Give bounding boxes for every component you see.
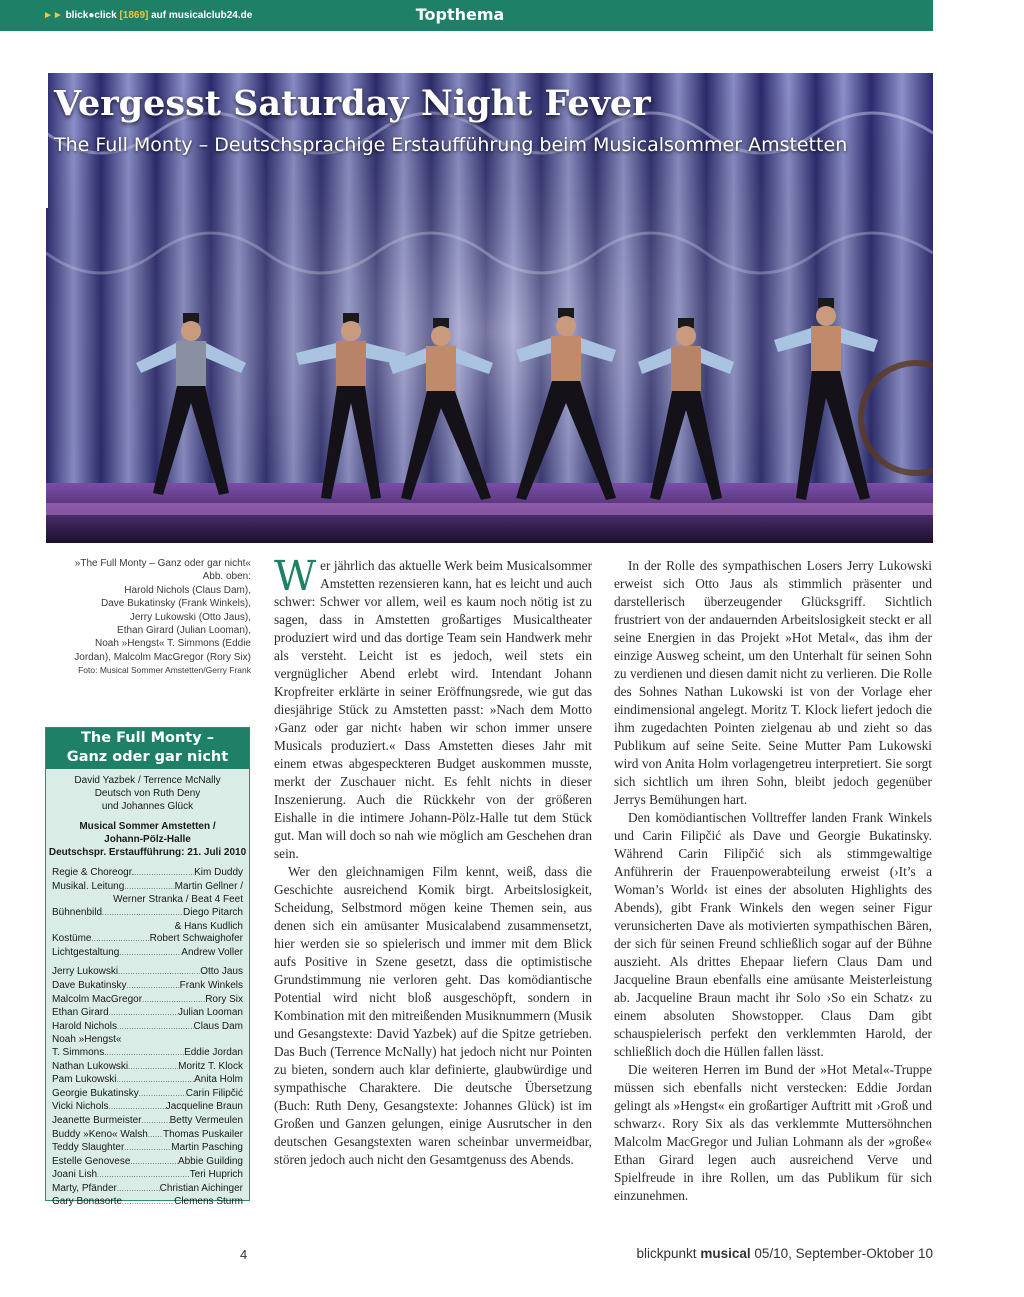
cast-name: Julian Looman [177,1007,243,1019]
article-paragraph: Wer den gleichnamigen Film kennt, weiß, dass die Geschichte ausreichend Komik birgt. Arbeitslosigkeit, Scheidung, Selbstmord mögen keine Themen sein, aus denen sich ein amüsanter Musicalabend zusammensetzt, hier werden sie so spielerisch und immer mit dem Blick aufs Positive in Szene gesetzt, dass die optimistische Grundstimmung nie verloren geht. Das komödiantische Potential wird nicht bloß ausgeschöpft, sondern in Kombination mit den mitreißenden Musiknummern (Musik und Gesangstexte: David Yazbek) auf die Spitze getrieben. Das Buch (Terrence McNally) hat jedoch nicht nur Pointen zu bieten, sondern auch klar definierte, glaubwürdige und sympathische Charaktere. Die deutsche Übersetzung (Buch: Ruth Deny, Gesangstexte: Johannes Glück) ist im Großen und Ganzen gelungen, einige Ausrutscher in den deutschen Gesangstexten waren scheinbar unvermeidbar, stören jedoch auch nicht den Gesamtgenuss des Abends. [274,864,592,1167]
cast-row [52,1115,243,1129]
cast-row [52,1074,243,1088]
article-paragraph: Die weiteren Herren im Bund der »Hot Metal«-Truppe müssen sich ebenfalls nicht verstecken: Eddie Jordan gelingt als »Hengst« ein großartiger Auftritt mit ›Groß und schwarz‹. Rory Six als das verklemmte Muttersöhnchen Malcolm MacGregor und Julian Lohmann als der »große« Ethan Girard legen auch ausreichend Verve und Spielfreude in ihre Rollen, um das Publikum für sich einzunehmen. [614,1062,932,1203]
photo-caption [46,557,251,678]
infobox-title [46,728,249,769]
cast-role: Georgie Bukatinsky [52,1087,139,1099]
cast-role: Malcolm MacGregor [52,993,143,1005]
cast-row [52,1034,243,1047]
cast-row [52,1061,243,1075]
cast-role: Gary Bonasorte [52,1196,123,1208]
crew-row [52,933,243,947]
cast-name: Teri Huprich [189,1169,243,1181]
cast-name: Betty Vermeulen [169,1114,243,1126]
cast-row [52,1129,243,1143]
venue-line: Musical Sommer Amstetten / [79,820,216,832]
footer-magazine: musical [700,1246,751,1261]
cast-row [52,1047,243,1061]
cast-name: Moritz T. Klock [178,1060,243,1072]
venue-line: Deutschspr. Erstaufführung: 21. Juli 2010 [48,847,247,859]
cast-name: Jacqueline Braun [165,1101,243,1113]
play-arrows-icon: ►► [43,10,66,21]
crew-role: Kostüme [52,933,92,945]
cast-name: Clemens Sturm [174,1196,243,1208]
caption-line: Jerry Lukowski (Otto Jaus), [129,611,251,623]
cast-role: Teddy Slaughter [52,1142,125,1154]
cast-role: Pam Lukowski [52,1074,117,1086]
crew-list [46,867,249,960]
cast-row [52,1183,243,1197]
venue-line: Johann-Pölz-Halle [104,833,191,845]
crew-name: Martin Gellner / [174,880,243,892]
cast-role: Marty, Pfänder [52,1182,117,1194]
author-line: Deutsch von Ruth Deny [94,788,201,800]
crew-name: Robert Schwaighofer [149,933,243,945]
cast-row [52,1007,243,1021]
cast-row [52,994,243,1008]
breadcrumb-prefix: blick●click [65,10,117,21]
cast-row [52,1142,243,1156]
cast-role: Dave Bukatinsky [52,979,127,991]
breadcrumb-suffix: auf musicalclub24.de [151,10,253,21]
cast-role: Buddy »Keno« Walsh [52,1128,148,1140]
caption-line: Ethan Girard (Julian Looman), [117,625,251,637]
cast-row [52,1169,243,1183]
cast-name: Claus Dam [193,1020,243,1032]
title-rule [46,73,48,208]
crew-name: Werner Stranka / Beat 4 Feet [113,894,243,906]
crew-row [52,947,243,961]
page-number: 4 [240,1247,248,1262]
article-paragraph [274,552,592,863]
caption-line: Harold Nichols (Claus Dam), [124,584,251,596]
crew-role: Regie & Choreogr. [52,867,135,879]
cast-role: Ethan Girard [52,1007,109,1019]
crew-row [52,881,243,895]
crew-name: & Hans Kudlich [174,920,243,932]
infobox-authors [46,774,249,814]
article-title: Vergesst Saturday Night Fever [54,83,651,124]
crew-role: Musikal. Leitung [52,880,125,892]
crew-row [52,867,243,881]
article-subtitle: The Full Monty – Deutschsprachige Erstaufführung beim Musicalsommer Amstetten [54,134,848,156]
cast-row [52,1101,243,1115]
crew-name: Andrew Voller [181,946,243,958]
cast-name: Rory Six [205,993,243,1005]
drop-cap: W [274,552,317,600]
infobox-title-line: The Full Monty – [81,730,214,746]
cast-row [52,966,243,980]
article-column-1 [274,552,592,1169]
cast-row [52,1196,243,1210]
cast-role: Jeanette Burmeister [52,1114,142,1126]
cast-role: Estelle Genovese [52,1155,131,1167]
article-paragraph: In der Rolle des sympathischen Losers Jerry Lukowski erweist sich Otto Jaus als stimmlich präsenter und darstellerisch überzeugender Glücksgriff. Sichtlich frustriert von der andauernden Arbeitslosigkeit steckt er all seine Energien in das Projekt »Hot Metal«, das ihm der einzige Ausweg scheint, um den Unterhalt für seinen Sohn zu verdienen und diesen damit nicht zu verlieren. Die Rolle des Sohnes Nathan Lukowski ist von der Vorlage eher eindimensional angelegt. Moritz T. Klock liefert jedoch die ihm zugedachten Pointen zielgenau ab und zieht so das Publikum auf seine Seite. Seine Mutter Pam Lukowski wird von Anita Holm vorlagengetreu interpretiert. Sie sorgt sich sichtlich um ihren Sohn, bleibt jedoch gegenüber Jerrys Bemühungen hart. [614,558,932,807]
crew-row [52,921,243,934]
breadcrumb-issue: [1869] [119,10,149,21]
top-bar [0,0,933,31]
cast-name: Thomas Puskailer [162,1128,243,1140]
cast-role: T. Simmons [52,1046,105,1058]
cast-name: Abbie Guilding [177,1155,243,1167]
article-paragraph: Den komödiantischen Volltreffer landen Frank Winkels und Carin Filipčić als Dave und Georgie Bukatinsky. Während Carin Filipčić sich als stimmgewaltige Anführerin der Frauenpowerabteilung erweist (›It’s a Woman’s World‹ ist eines der absoluten Highlights des Abends), gibt Frank Winkels den wegen seiner Figur verunsicherten Dave als motivierten sympathischen Bären, der sich für seinen Freund schließlich sogar auf der Bühne auszieht. Als drittes Ehepaar liefern Claus Dam und Jacqueline Braun ebenfalls eine amüsante Meisterleistung ab. Jacqueline Braun macht ihr Solo ›So ein Schatz‹ zu einem absoluten Showstopper. Claus Dam gibt schauspielerisch perfekt den verklemmten Harold, der schließlich doch die Hüllen fallen lässt. [614,810,932,1059]
infobox-title-line: Ganz oder gar nicht [66,749,229,765]
cast-row [52,1021,243,1035]
crew-role: Bühnenbild [52,907,103,918]
caption-line: »The Full Monty – Ganz oder gar nicht« [74,558,251,569]
crew-row [52,907,243,921]
cast-role: Vicki Nichols [52,1101,109,1113]
photo-credit: Foto: Musical Sommer Amstetten/Gerry Frank [78,665,251,676]
footer-prefix: blickpunkt [636,1246,697,1261]
cast-role: Noah »Hengst« [52,1034,122,1046]
breadcrumb[interactable] [43,10,252,21]
caption-line: Noah »Hengst« T. Simmons (Eddie [94,638,251,650]
author-line: David Yazbek / Terrence McNally [74,775,221,786]
caption-line: Abb. oben: [202,571,251,583]
footer-issue: 05/10, September-Oktober 10 [754,1246,933,1261]
cast-role: Harold Nichols [52,1020,118,1032]
cast-name: Frank Winkels [179,979,243,991]
caption-line: Jordan), Malcolm MacGregor (Rory Six) [74,651,251,663]
crew-row [52,894,243,907]
crew-name: Kim Duddy [194,867,243,879]
production-infobox [45,727,250,1208]
cast-name: Eddie Jordan [184,1046,243,1058]
caption-line: Dave Bukatinsky (Frank Winkels), [100,598,251,610]
crew-role: Lichtgestaltung [52,946,120,958]
cast-role: Nathan Lukowski [52,1060,129,1072]
publication-footer [637,1246,933,1261]
paragraph-text: er jährlich das aktuelle Werk beim Musicalsommer Amstetten rezensieren kann, hat es leicht und auch schwer: Schwer vor allem, weil es kaum noch nötig ist zu sagen, dass in Amstetten großartiges Musicaltheater produziert wird und das dortige Team sein Handwerk mehr als versteht. Leicht ist es jedoch, weil stets ein vergnüglicher Abend erlebt wird. Intendant Johann Kropfreiter erklärte in seiner Eröffnungsrede, wie gut das diesjährige Stück zu Amstetten passt: »Nach dem Motto ›Ganz oder gar nicht‹ haben wir schon immer unsere Musicals produziert.« Dass Amstetten dieses Jahr mit einem etwas abgespeckteren Budget auskommen musste, merkt der Zuschauer nicht. Es fehlt nichts in dieser Inszenierung. Auch die Rückkehr von der größeren Eishalle in die intimere Johann-Pölz-Halle tut dem Stück gut. Man will doch so nah wie möglich am Geschehen dran sein. [274,558,592,861]
crew-name: Diego Pitarch [182,907,243,918]
section-topic: Topthema [415,5,505,24]
cast-list [46,966,249,1210]
cast-name: Otto Jaus [200,966,243,978]
cast-name: Christian Aichinger [159,1182,243,1194]
cast-row [52,980,243,994]
cast-row [52,1156,243,1170]
article-column-2 [614,557,932,1205]
cast-name: Martin Pasching [171,1142,243,1154]
author-line: und Johannes Glück [101,801,194,813]
hero-photo [46,73,933,543]
cast-name: Carin Filipčić [185,1087,243,1099]
cast-row [52,1088,243,1102]
cast-role: Jerry Lukowski [52,966,119,978]
cast-name: Anita Holm [194,1074,243,1086]
infobox-venue [46,820,249,860]
cast-role: Joani Lish [52,1169,98,1181]
